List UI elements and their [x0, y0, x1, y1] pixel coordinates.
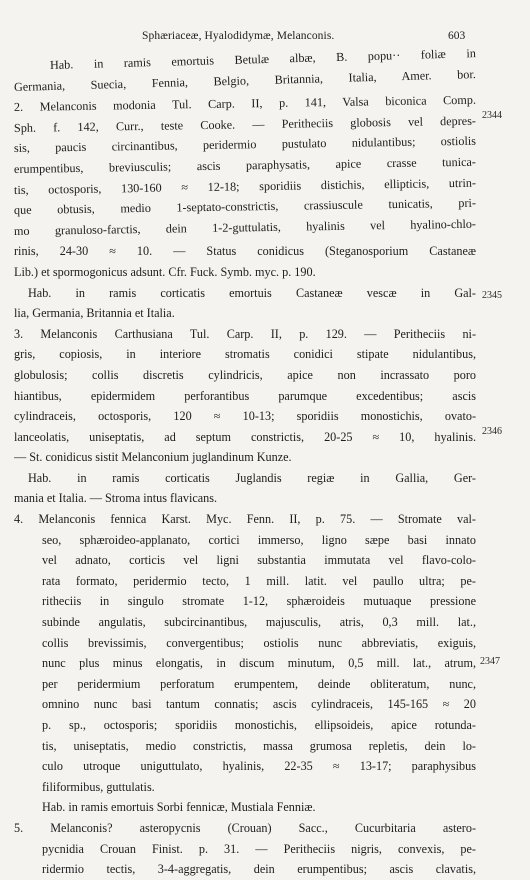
- text-line: vel adnato, corticis vel ligni substantia immutata vel flavo-colo-: [42, 553, 476, 568]
- text-line: mo granuloso-farctis, dein 1-2-guttulatis, hyalinis vel hyalino-chlo-: [13, 216, 477, 238]
- text-line: 3. Melanconis Carthusiana Tul. Carp. II, p. 129. — Peritheciis ni-: [14, 326, 476, 341]
- text-line: que obtusis, medio 1-septato-constrictis, crassiuscule tunicatis, pri-: [13, 195, 477, 218]
- text-line: Hab. in ramis emortuis Sorbi fennicæ, Mustiala Fenniæ.: [42, 800, 316, 815]
- text-line: lia, Germania, Britannia et Italia.: [14, 306, 175, 321]
- text-line: gris, copiosis, in interiore stromatis conidici stipate nidulantibus,: [14, 347, 476, 362]
- running-head: Sphæriaceæ, Hyalodidymæ, Melanconis.: [142, 30, 335, 42]
- text-line: erumpentibus, breviusculis; ascis paraphysatis, apice crasse tunica-: [13, 154, 477, 176]
- text-line: pycnidia Crouan Finist. p. 31. — Peritheciis nigris, convexis, pe-: [42, 841, 476, 856]
- text-line: collis brevissimis, convergentibus; ostiolis nunc abbreviatis, exiguis,: [42, 635, 476, 650]
- text-line: Lib.) et spormogonicus adsunt. Cfr. Fuck. Symb. myc. p. 190.: [14, 264, 316, 279]
- margin-number: 2347: [480, 656, 500, 667]
- page-number: 603: [448, 30, 466, 42]
- text-line: Hab. in ramis corticatis emortuis Castaneæ vescæ in Gal-: [28, 285, 476, 300]
- text-line: rata formato, peridermio tecto, 1 mill. latit. vel paullo ultra; pe-: [42, 573, 476, 588]
- text-line: — St. conidicus sistit Melanconium juglandinum Kunze.: [14, 450, 292, 465]
- text-line: filiformibus, guttulatis.: [42, 779, 155, 794]
- text-line: cylindraceis, octosporis, 120 ≈ 10-13; sporidiis monostichis, ovato-: [14, 409, 476, 424]
- text-line: 4. Melanconis fennica Karst. Myc. Fenn. II, p. 75. — Stromate val-: [14, 512, 476, 527]
- text-line: Hab. in ramis emortuis Betulæ albæ, B. popu·· foliæ in: [49, 46, 477, 72]
- text-line: 2. Melanconis modonia Tul. Carp. II, p. 141, Valsa biconica Comp.: [13, 92, 477, 115]
- text-line: culo utroque uniguttulato, hyalinis, 22-35 ≈ 13-17; paraphysibus: [42, 759, 476, 774]
- text-line: rinis, 24-30 ≈ 10. — Status conidicus (Steganosporium Castaneæ: [14, 244, 476, 259]
- margin-number: 2344: [482, 110, 502, 121]
- text-line: ritheciis in singulo stromate 1-12, sphæroideis mutuaque pressione: [42, 594, 476, 609]
- text-line: omnino nunc basi tantum connatis; ascis cylindraceis, 145-165 ≈ 20: [42, 697, 476, 712]
- text-line: lanceolatis, uniseptatis, ad septum constrictis, 20-25 ≈ 10, hyalinis.: [14, 429, 476, 444]
- text-line: ridermio tectis, 3-4-aggregatis, dein erumpentibus; ascis clavatis,: [42, 862, 476, 877]
- text-line: Hab. in ramis corticatis Juglandis regiæ in Gallia, Ger-: [28, 470, 476, 485]
- text-line: p. sp., octosporis; sporidiis monostichis, ellipsoideis, apice rotunda-: [42, 718, 476, 732]
- text-line: subinde angulatis, subcircinantibus, majusculis, atris, 0,3 mill. lat.,: [42, 615, 476, 630]
- text-line: nunc plus minus elongatis, in discum minutum, 0,5 mill. lat., atrum,: [42, 656, 476, 671]
- text-line: per peridermium perforatum erumpentem, deinde obliteratum, nunc,: [42, 676, 476, 691]
- text-line: sis, paucis circinantibus, peridermio pustulato nidulantibus; ostiolis: [13, 134, 477, 156]
- text-line: seo, sphæroideo-applanato, cortici immerso, ligno sæpe basi innato: [42, 532, 476, 547]
- text-line: Sph. f. 142, Curr., teste Cooke. — Peritheciis globosis vel depres-: [13, 113, 477, 135]
- text-line: tis, uniseptatis, medio constrictis, massa grumosa repletis, dein lo-: [42, 738, 476, 753]
- text-line: globulosis; collis discretis cylindricis, apice non incrassato poro: [14, 367, 476, 382]
- text-line: Germania, Suecia, Fennia, Belgio, Britannia, Italia, Amer. bor.: [13, 66, 477, 94]
- text-line: tis, octosporis, 130-160 ≈ 12-18; sporidiis distichis, ellipticis, utrin-: [13, 175, 477, 197]
- text-line: 5. Melanconis? asteropycnis (Crouan) Sacc., Cucurbitaria astero-: [14, 820, 476, 835]
- text-line: mania et Italia. — Stroma intus flavicans.: [14, 491, 218, 506]
- margin-number: 2346: [482, 426, 502, 437]
- text-line: hiantibus, epidermidem perforantibus parumque excedentibus; ascis: [14, 388, 476, 403]
- body-text: [13, 46, 477, 880]
- margin-number: 2345: [482, 290, 502, 301]
